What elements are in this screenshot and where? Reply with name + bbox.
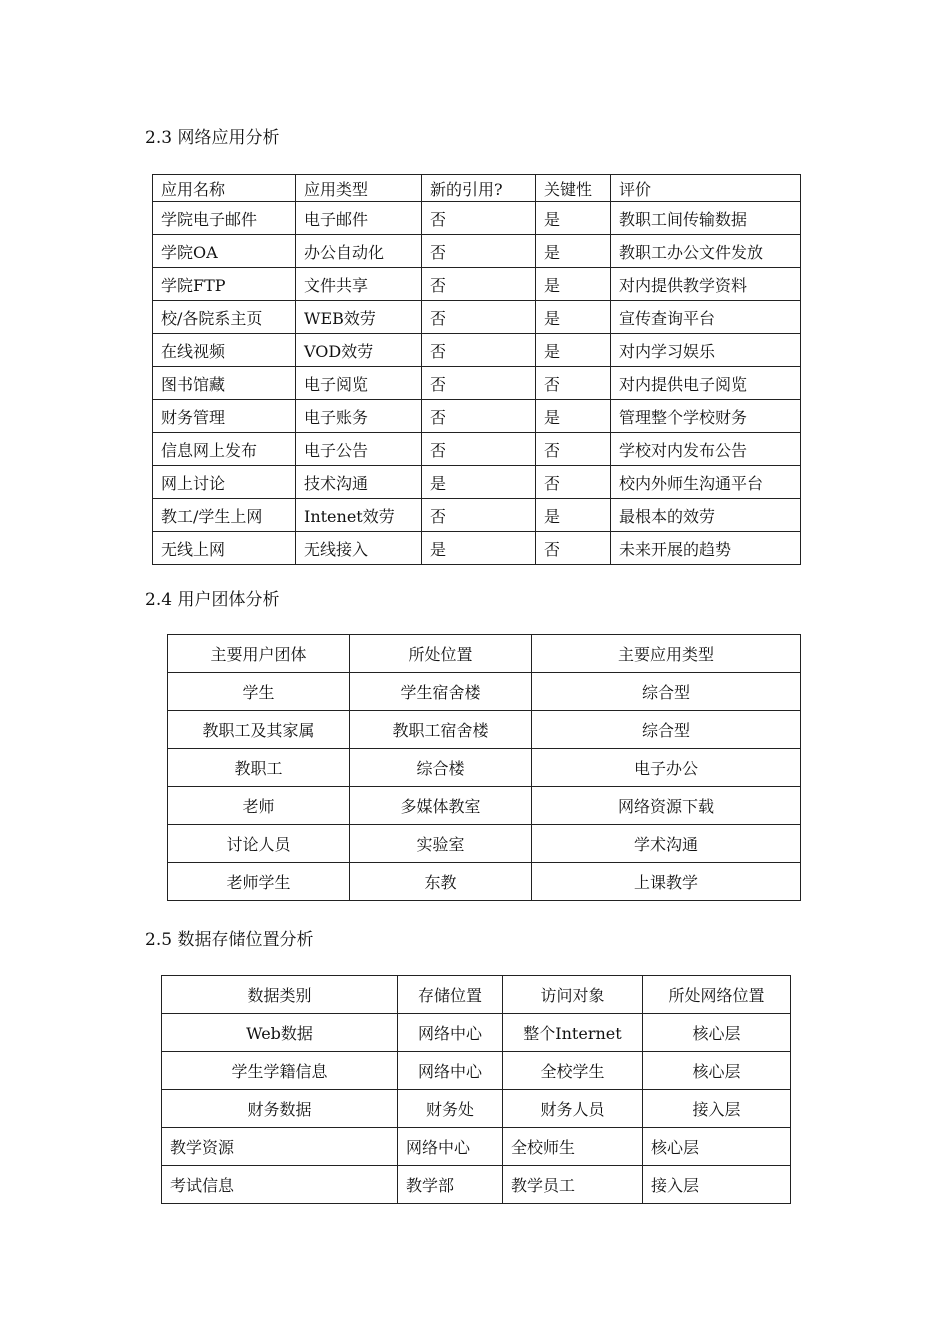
table-cell: 财务数据 <box>162 1090 398 1128</box>
table-row <box>162 1128 791 1166</box>
table-row <box>168 787 801 825</box>
table-header-cell: 关键性 <box>536 175 611 202</box>
table-cell: 否 <box>536 466 611 499</box>
table-cell: 校内外师生沟通平台 <box>611 466 801 499</box>
table-cell: 否 <box>422 400 536 433</box>
table-cell: 教学资源 <box>162 1128 398 1166</box>
table-row <box>162 1052 791 1090</box>
table-row <box>162 1090 791 1128</box>
table-cell: 接入层 <box>643 1090 791 1128</box>
table-row <box>153 367 801 400</box>
table-cell: 对内提供电子阅览 <box>611 367 801 400</box>
table-cell: 否 <box>422 301 536 334</box>
table-cell: 教学部 <box>398 1166 503 1204</box>
table-cell: 未来开展的趋势 <box>611 532 801 565</box>
table-cell: 讨论人员 <box>168 825 350 863</box>
table-cell: 电子办公 <box>532 749 801 787</box>
table-row <box>168 825 801 863</box>
table-cell: 无线上网 <box>153 532 296 565</box>
table-cell: 是 <box>536 268 611 301</box>
table-cell: 宣传查询平台 <box>611 301 801 334</box>
table-cell: 学生学籍信息 <box>162 1052 398 1090</box>
table-cell: 电子邮件 <box>296 202 422 235</box>
table-header-cell: 应用名称 <box>153 175 296 202</box>
table-cell: 办公自动化 <box>296 235 422 268</box>
table-row <box>153 400 801 433</box>
table-cell: 管理整个学校财务 <box>611 400 801 433</box>
table-header-cell: 访问对象 <box>503 976 643 1014</box>
table-cell: 学生宿舍楼 <box>350 673 532 711</box>
table-cell: 综合型 <box>532 673 801 711</box>
table-header-cell: 存储位置 <box>398 976 503 1014</box>
table-cell: 是 <box>536 400 611 433</box>
table-cell: 网络中心 <box>398 1052 503 1090</box>
table-header-row <box>168 635 801 673</box>
table-header-row <box>162 976 791 1014</box>
table-cell: 对内提供教学资料 <box>611 268 801 301</box>
table-cell: 否 <box>422 367 536 400</box>
table-cell: 上课教学 <box>532 863 801 901</box>
table-cell: 否 <box>422 202 536 235</box>
table-cell: 是 <box>536 202 611 235</box>
table-header-cell: 应用类型 <box>296 175 422 202</box>
table-cell: 否 <box>422 433 536 466</box>
table-cell: 否 <box>536 532 611 565</box>
table-row <box>153 301 801 334</box>
network-app-table <box>152 174 801 565</box>
table-cell: 教职工宿舍楼 <box>350 711 532 749</box>
table-row <box>153 532 801 565</box>
table-cell: 学院OA <box>153 235 296 268</box>
data-storage-table <box>161 975 791 1204</box>
section-heading-user-groups: 2.4 用户团体分析 <box>145 590 280 610</box>
table-cell: 网络中心 <box>398 1014 503 1052</box>
table-cell: 网络中心 <box>398 1128 503 1166</box>
table-row <box>162 1166 791 1204</box>
table-header-cell: 主要应用类型 <box>532 635 801 673</box>
table-cell: 学术沟通 <box>532 825 801 863</box>
table-row <box>153 334 801 367</box>
table-cell: 教职工 <box>168 749 350 787</box>
table-cell: 是 <box>536 235 611 268</box>
table-row <box>153 268 801 301</box>
table-row <box>168 749 801 787</box>
table-cell: 否 <box>536 433 611 466</box>
table-cell: 老师 <box>168 787 350 825</box>
table-row <box>168 711 801 749</box>
table-cell: 是 <box>422 532 536 565</box>
table-cell: 考试信息 <box>162 1166 398 1204</box>
table-cell: 技术沟通 <box>296 466 422 499</box>
table-cell: 教职工及其家属 <box>168 711 350 749</box>
table-header-row <box>153 175 801 202</box>
table-cell: 否 <box>422 499 536 532</box>
table-cell: 核心层 <box>643 1014 791 1052</box>
table-row <box>168 863 801 901</box>
table-cell: 无线接入 <box>296 532 422 565</box>
table-cell: 否 <box>422 235 536 268</box>
table-cell: 图书馆藏 <box>153 367 296 400</box>
table-cell: 学校对内发布公告 <box>611 433 801 466</box>
table-cell: 老师学生 <box>168 863 350 901</box>
table-cell: 是 <box>536 334 611 367</box>
table-cell: WEB效劳 <box>296 301 422 334</box>
table-cell: Intenet效劳 <box>296 499 422 532</box>
table-header-cell: 评价 <box>611 175 801 202</box>
table-cell: 学生 <box>168 673 350 711</box>
table-cell: 实验室 <box>350 825 532 863</box>
table-cell: 接入层 <box>643 1166 791 1204</box>
table-cell: 网上讨论 <box>153 466 296 499</box>
table-cell: Web数据 <box>162 1014 398 1052</box>
table-header-cell: 新的引用? <box>422 175 536 202</box>
table-cell: 电子公告 <box>296 433 422 466</box>
table-cell: 教职工办公文件发放 <box>611 235 801 268</box>
table-cell: 电子阅览 <box>296 367 422 400</box>
table-cell: 教学员工 <box>503 1166 643 1204</box>
table-cell: 是 <box>536 499 611 532</box>
table-row <box>153 433 801 466</box>
table-cell: 在线视频 <box>153 334 296 367</box>
table-cell: 综合型 <box>532 711 801 749</box>
table-row <box>162 1014 791 1052</box>
user-group-table <box>167 634 801 901</box>
table-header-cell: 所处位置 <box>350 635 532 673</box>
table-cell: 多媒体教室 <box>350 787 532 825</box>
table-cell: 综合楼 <box>350 749 532 787</box>
table-cell: 学院FTP <box>153 268 296 301</box>
table-cell: 否 <box>422 268 536 301</box>
table-cell: 最根本的效劳 <box>611 499 801 532</box>
table-header-cell: 主要用户团体 <box>168 635 350 673</box>
table-cell: 财务管理 <box>153 400 296 433</box>
table-cell: 否 <box>536 367 611 400</box>
table-row <box>153 466 801 499</box>
table-cell: 教职工间传输数据 <box>611 202 801 235</box>
table-cell: 否 <box>422 334 536 367</box>
table-cell: 核心层 <box>643 1052 791 1090</box>
table-cell: 网络资源下载 <box>532 787 801 825</box>
table-row <box>168 673 801 711</box>
table-header-cell: 所处网络位置 <box>643 976 791 1014</box>
table-cell: 财务处 <box>398 1090 503 1128</box>
table-cell: 信息网上发布 <box>153 433 296 466</box>
table-row <box>153 235 801 268</box>
table-header-cell: 数据类别 <box>162 976 398 1014</box>
table-cell: 全校师生 <box>503 1128 643 1166</box>
table-cell: 学院电子邮件 <box>153 202 296 235</box>
table-row <box>153 202 801 235</box>
table-cell: 文件共享 <box>296 268 422 301</box>
table-cell: 电子账务 <box>296 400 422 433</box>
table-cell: 是 <box>536 301 611 334</box>
table-cell: 核心层 <box>643 1128 791 1166</box>
table-cell: 校/各院系主页 <box>153 301 296 334</box>
table-cell: 东教 <box>350 863 532 901</box>
table-row <box>153 499 801 532</box>
section-heading-data-storage: 2.5 数据存储位置分析 <box>145 930 314 950</box>
table-cell: 全校学生 <box>503 1052 643 1090</box>
table-cell: 教工/学生上网 <box>153 499 296 532</box>
table-cell: 是 <box>422 466 536 499</box>
table-cell: VOD效劳 <box>296 334 422 367</box>
section-heading-network-apps: 2.3 网络应用分析 <box>145 128 280 148</box>
table-cell: 财务人员 <box>503 1090 643 1128</box>
table-cell: 对内学习娱乐 <box>611 334 801 367</box>
table-cell: 整个Internet <box>503 1014 643 1052</box>
